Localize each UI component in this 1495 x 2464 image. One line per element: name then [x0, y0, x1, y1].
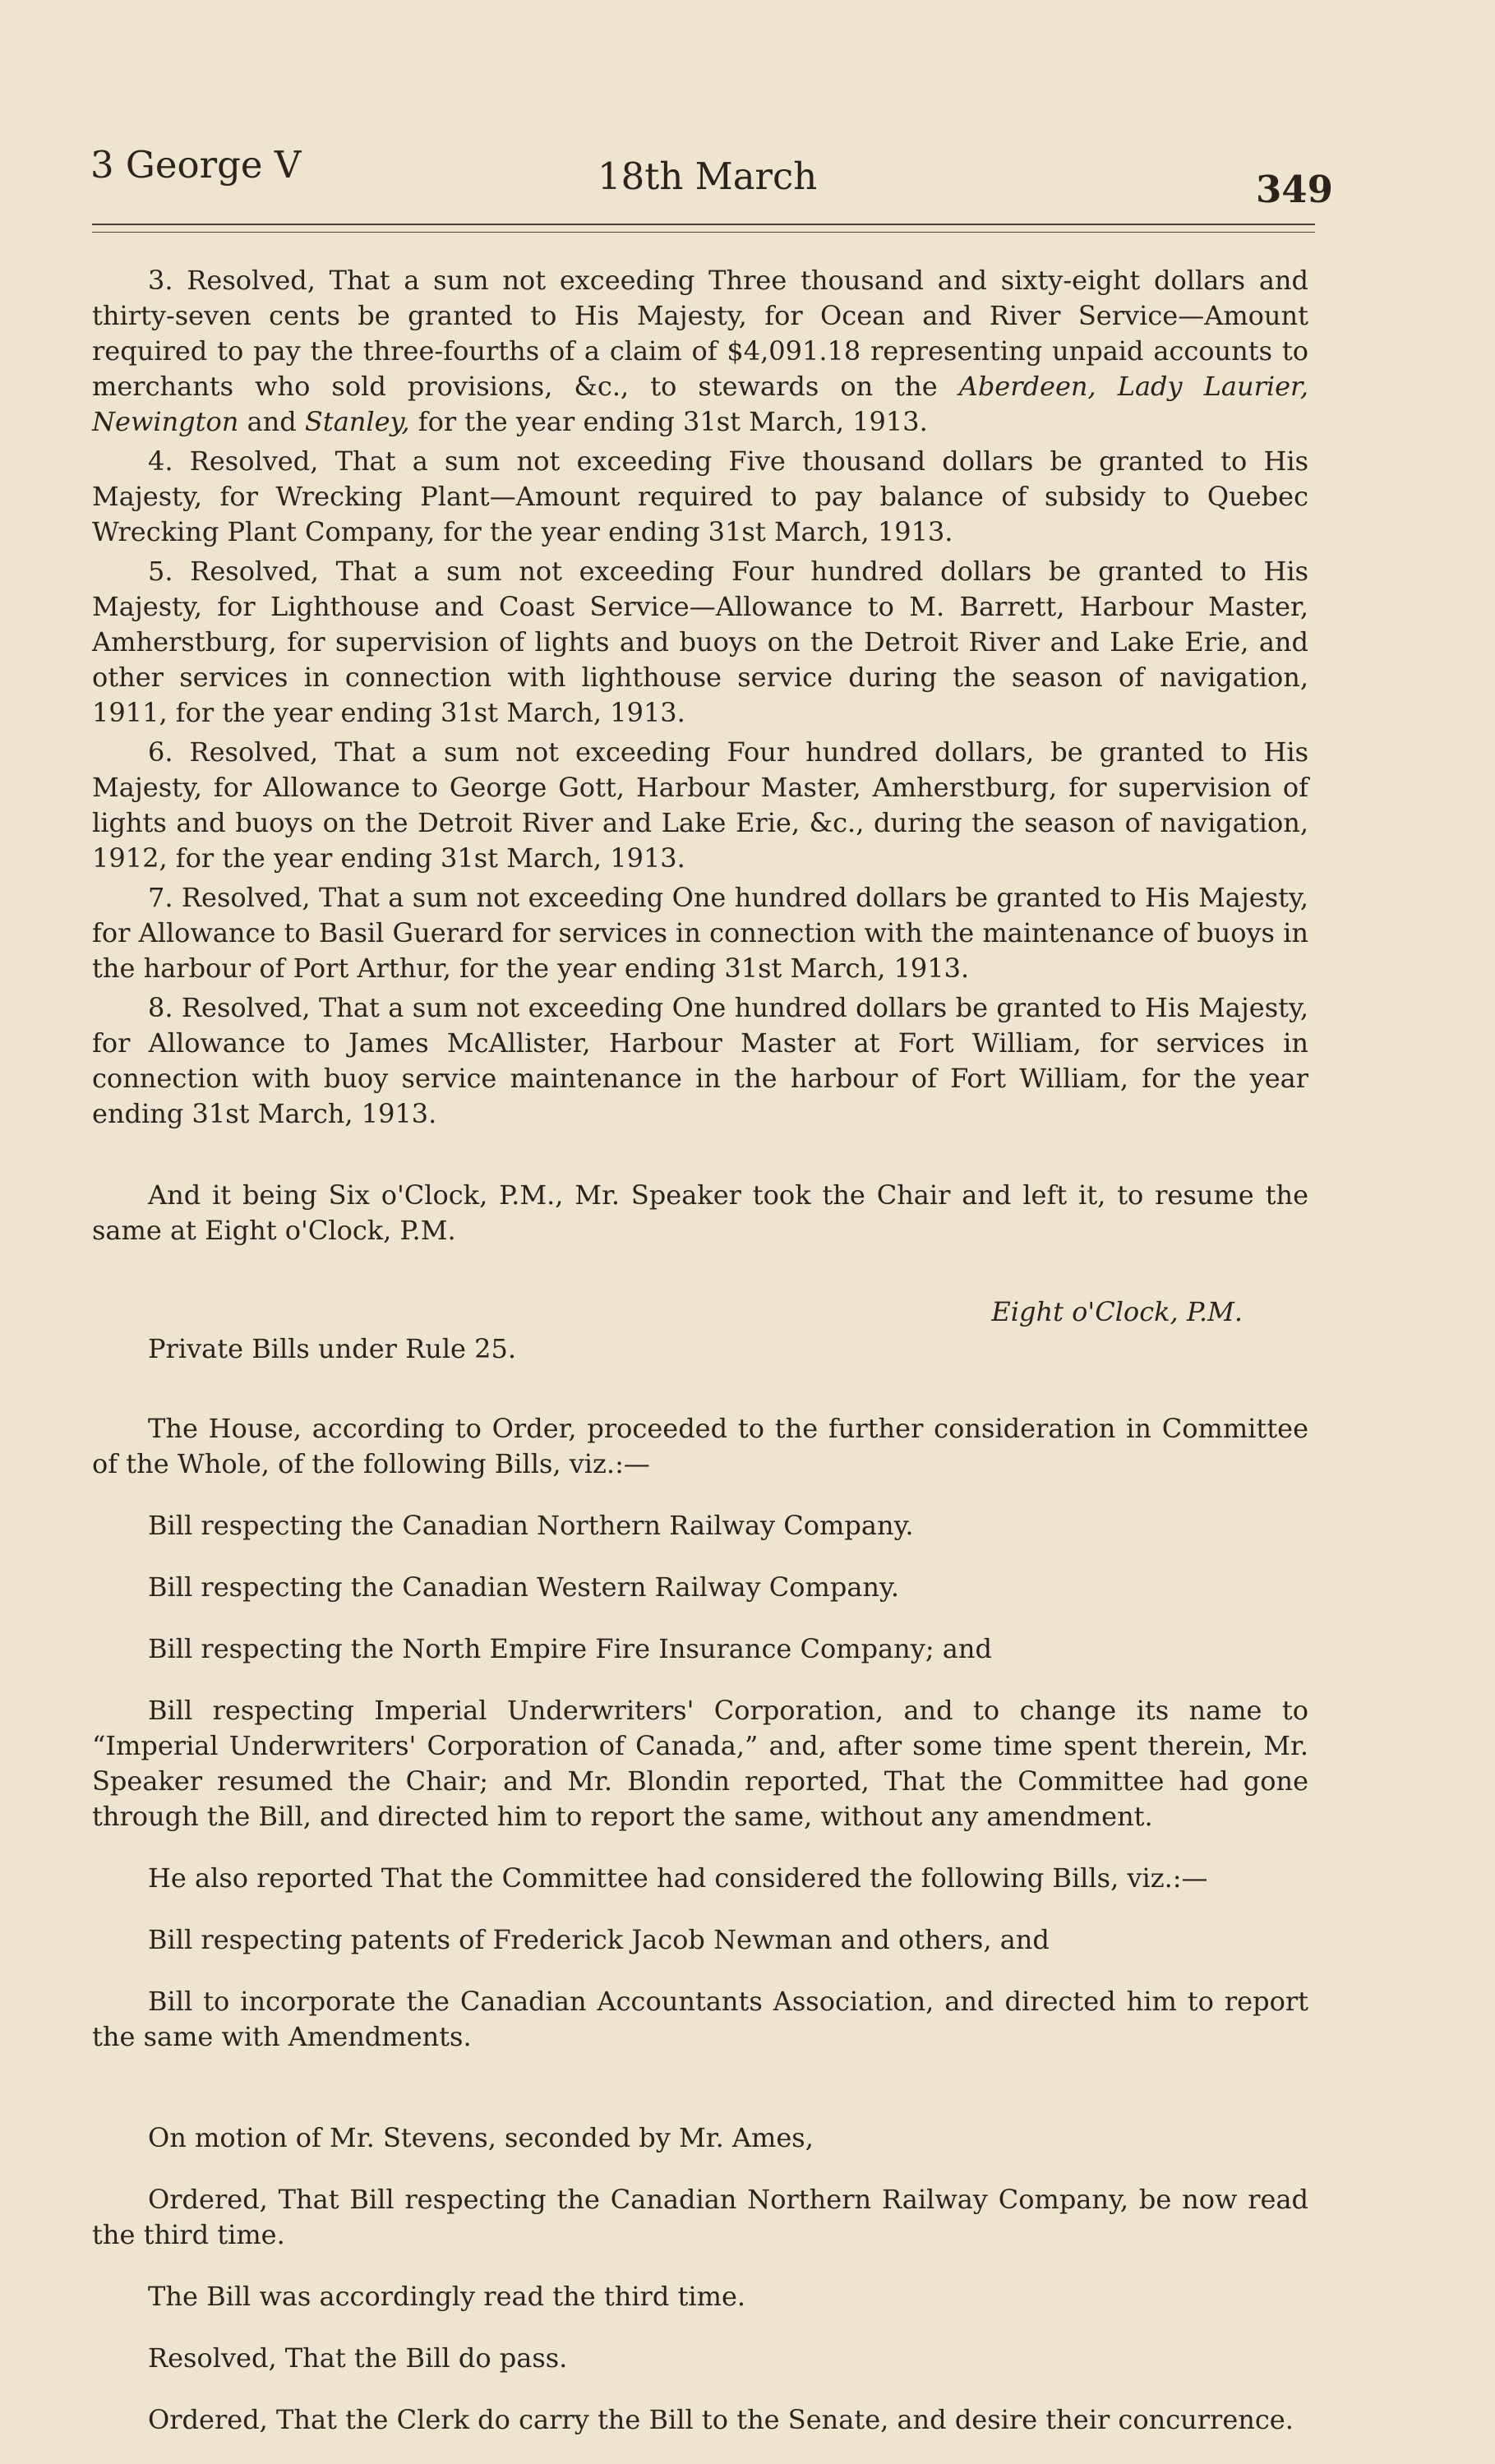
- resolution-4: 4. Resolved, That a sum not exceeding Five thousand dollars be granted to His Majesty, for Wrecking Plant—Amount required to pay balance of subsidy to Quebec Wrecking Plant Company, for the year ending 31st March, 1913.: [92, 445, 1308, 547]
- amended-bill-1: Bill respecting patents of Frederick Jacob Newman and others, and: [148, 1924, 1050, 1955]
- resolution-6: 6. Resolved, That a sum not exceeding Four hundred dollars, be granted to His Majesty, for Allowance to George Gott, Harbour Master, Amherstburg, for supervision of lights and buoys on the Detroit River and Lake Erie, &c., during the season of navigation, 1912, for the year ending 31st March, 1913.: [92, 736, 1308, 874]
- header-rule-top: [92, 224, 1315, 225]
- resolution-3: [92, 263, 1308, 440]
- ship-names-2: Stanley,: [304, 406, 410, 437]
- motion-resolved: Resolved, That the Bill do pass.: [148, 2342, 568, 2374]
- committee-intro: The House, according to Order, proceeded to the further consideration in Committee of the Whole, of the following Bills, viz.:—: [92, 1413, 1308, 1479]
- committee-report-intro: He also reported That the Committee had considered the following Bills, viz.:—: [148, 1862, 1208, 1894]
- journal-body: [92, 263, 1308, 2464]
- resolution-3-text: 3. Resolved, That a sum not exceeding Three thousand and sixty-eight dollars and thirty-seven cents be granted to His Majesty, for Ocean and River Service—Amount required to pay the three-fourths of a claim of $4,091.18 representing unpaid accounts to merchants who sold provisions, &c., to stewards on the: [92, 265, 1308, 402]
- motion-ordered: Ordered, That Bill respecting the Canadian Northern Railway Company, be now read the third time.: [92, 2184, 1308, 2250]
- resolution-3-tail: for the year ending 31st March, 1913.: [409, 406, 928, 437]
- motion-mover: On motion of Mr. Stevens, seconded by Mr. Ames,: [148, 2122, 814, 2153]
- evening-sitting-heading: [92, 1294, 1308, 1365]
- amended-bill-2: Bill to incorporate the Canadian Accountants Association, and directed him to report the same with Amendments.: [92, 1986, 1308, 2052]
- resolution-7: 7. Resolved, That a sum not exceeding One hundred dollars be granted to His Majesty, for Allowance to Basil Guerard for services in connection with the maintenance of buoys in the harbour of Port Arthur, for the year ending 31st March, 1913.: [92, 882, 1308, 984]
- resolution-5: 5. Resolved, That a sum not exceeding Four hundred dollars be granted to His Majesty, for Lighthouse and Coast Service—Allowance to M. Barrett, Harbour Master, Amherstburg, for supervision of lights and buoys on the Detroit River and Lake Erie, and other services in connection with lighthouse service during the season of navigation, 1911, for the year ending 31st March, 1913.: [92, 556, 1308, 728]
- resolution-3-conjunction: and: [238, 406, 305, 437]
- motion-senate: Ordered, That the Clerk do carry the Bill to the Senate, and desire their concurrence.: [148, 2404, 1294, 2435]
- committee-bill-3: Bill respecting the North Empire Fire Insurance Company; and: [148, 1633, 992, 1664]
- resolution-8: 8. Resolved, That a sum not exceeding One hundred dollars be granted to His Majesty, for Allowance to James McAllister, Harbour Master at Fort William, for services in connection with buoy service maintenance in the harbour of Fort William, for the year ending 31st March, 1913.: [92, 992, 1308, 1129]
- motion-read: The Bill was accordingly read the third time.: [148, 2281, 746, 2312]
- committee-bill-4: Bill respecting Imperial Underwriters' Corporation, and to change its name to “Imperial Underwriters' Corporation of Canada,” and, after some time spent therein, Mr. Speaker resumed the Chair; and Mr. Blondin reported, That the Committee had gone through the Bill, and directed him to report the same, without any amendment.: [92, 1695, 1308, 1832]
- running-head-date: 18th March: [598, 155, 818, 198]
- committee-bill-1: Bill respecting the Canadian Northern Railway Company.: [148, 1510, 914, 1541]
- running-head-session: 3 George V: [90, 143, 302, 187]
- page-number: 349: [1256, 168, 1333, 211]
- header-rule-bottom: [92, 232, 1315, 233]
- committee-bill-2: Bill respecting the Canadian Western Railway Company.: [148, 1571, 900, 1603]
- adjournment: And it being Six o'Clock, P.M., Mr. Speaker took the Chair and left it, to resume the same at Eight o'Clock, P.M.: [92, 1179, 1308, 1246]
- time-marker: Eight o'Clock, P.M.: [991, 1296, 1243, 1327]
- section-heading: Private Bills under Rule 25.: [148, 1333, 517, 1364]
- ship-names-1: Aberdeen, Lady Laurier, Newington: [92, 371, 1309, 437]
